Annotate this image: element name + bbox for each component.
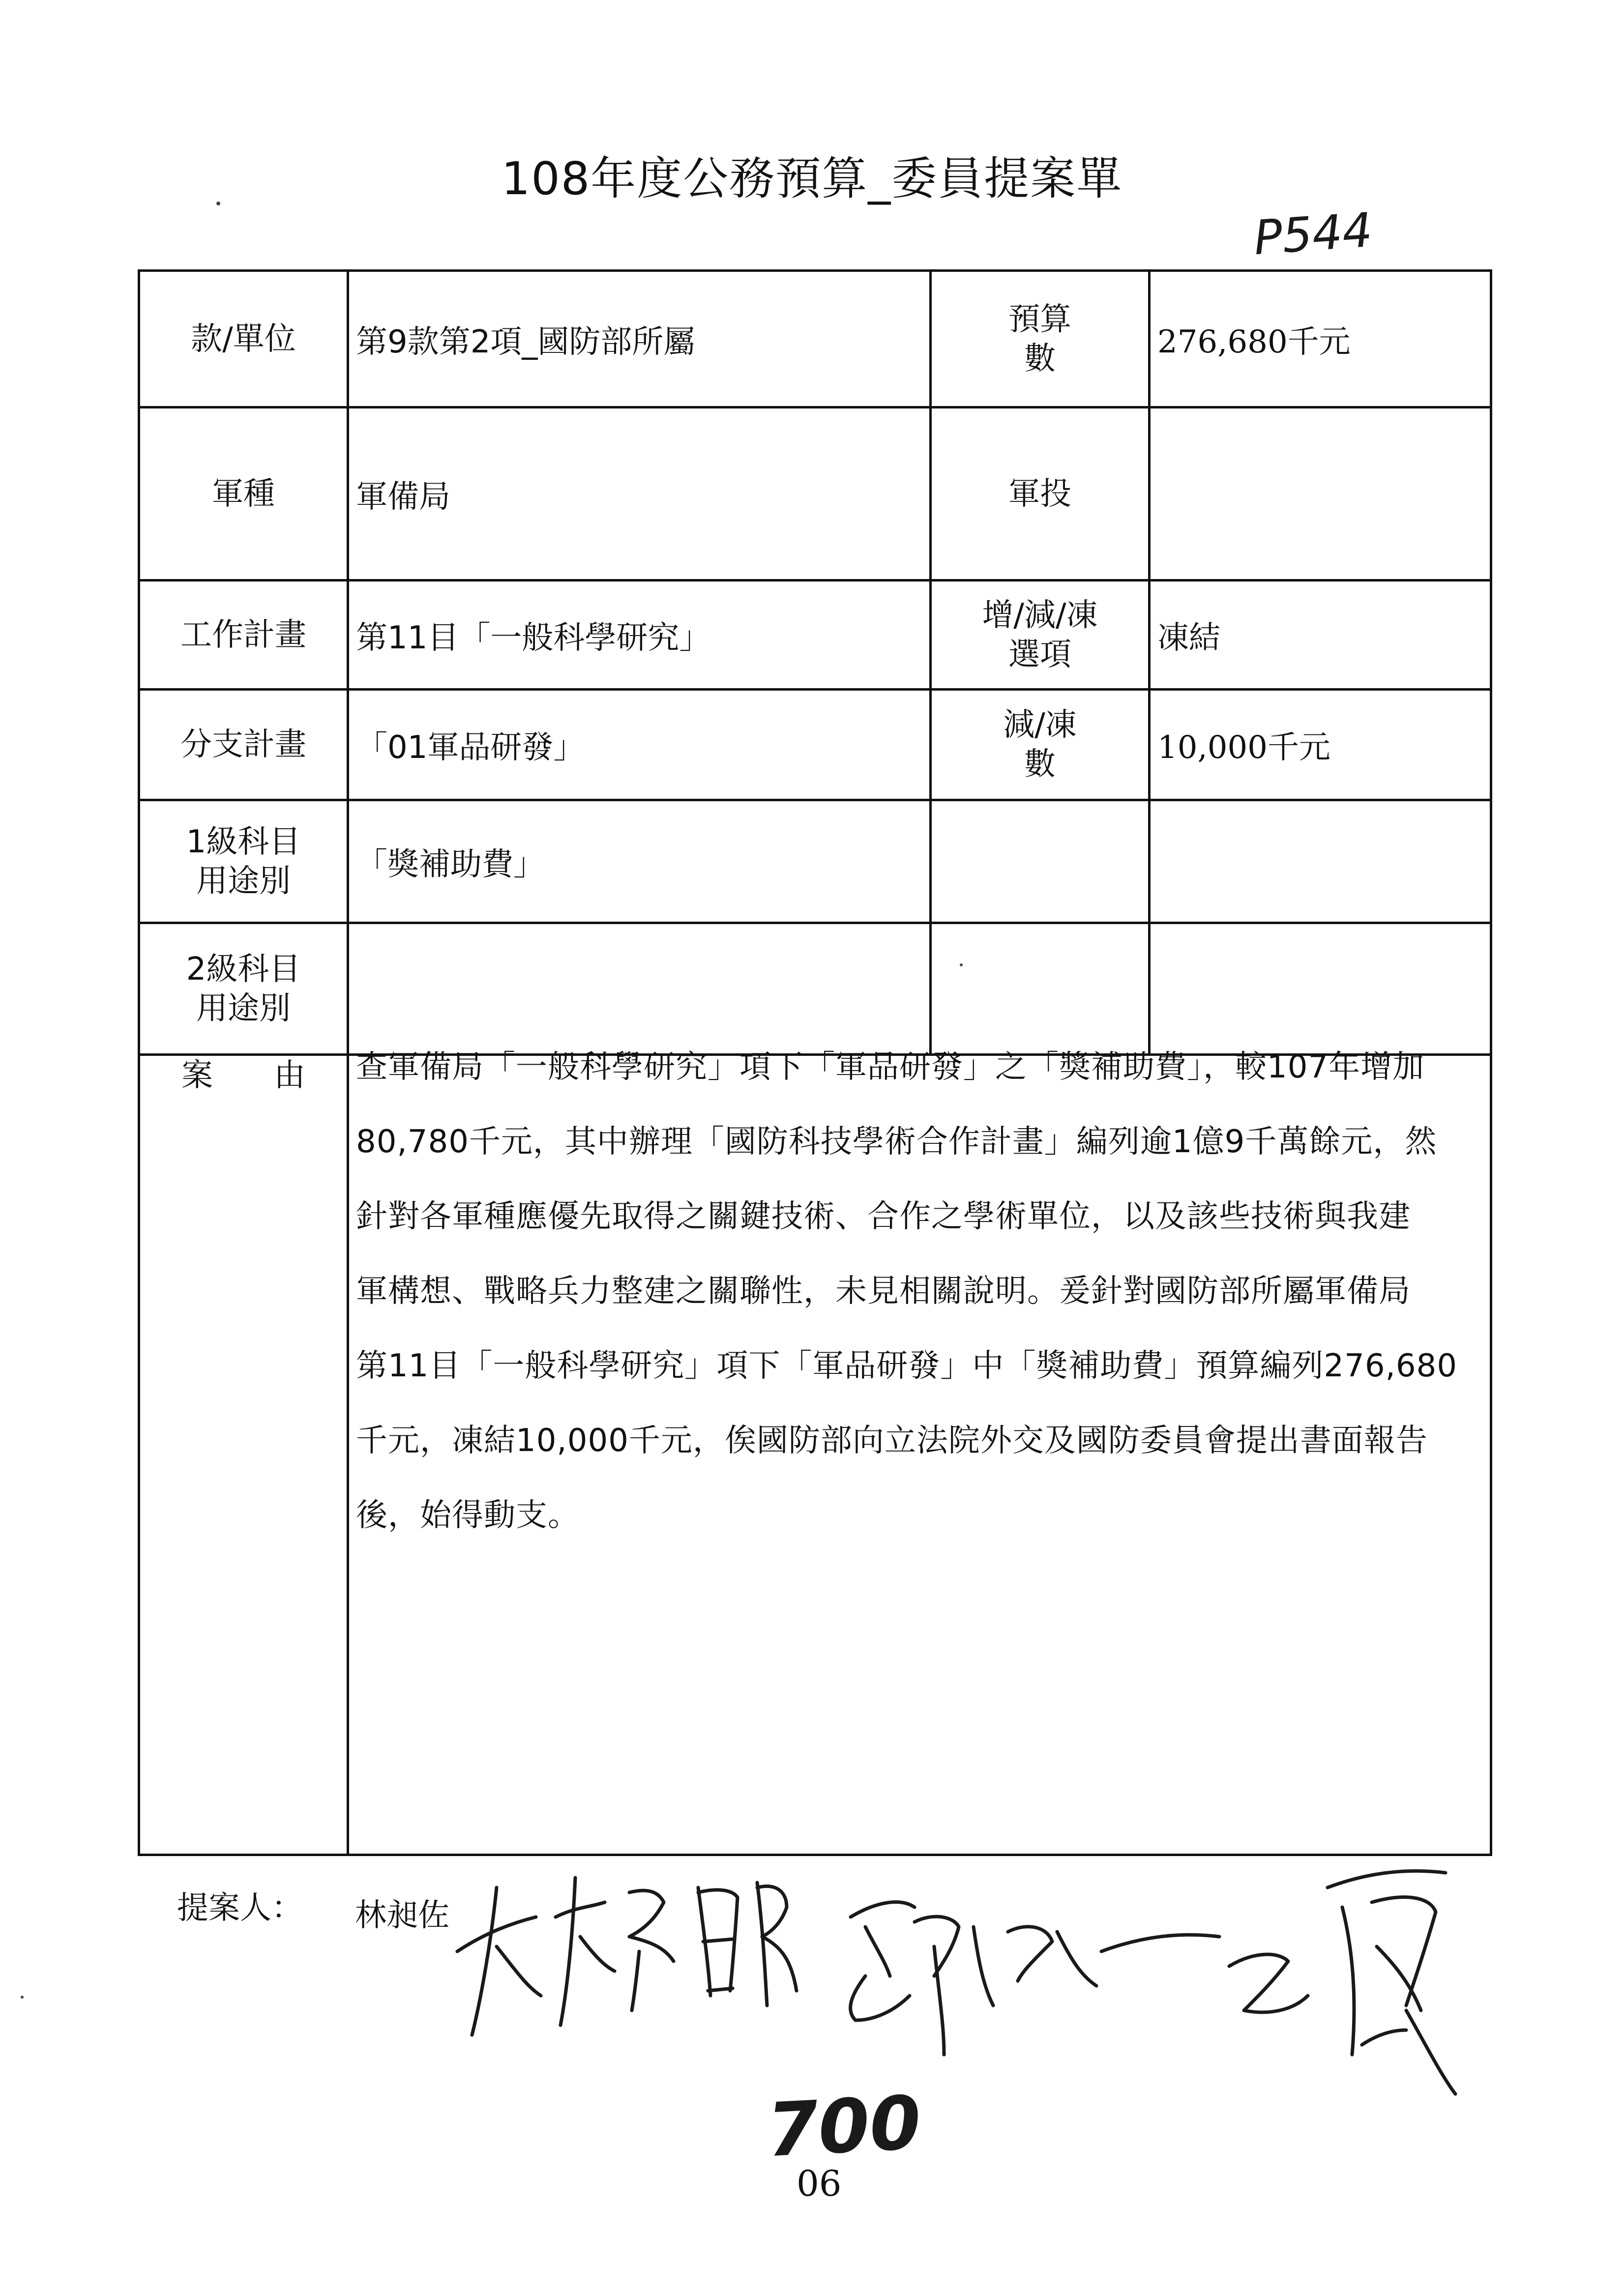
page-number: 06 <box>797 2163 842 2204</box>
row-plan <box>139 581 1491 690</box>
unit-label: 款/單位 <box>139 271 348 407</box>
budget-amount-value: 276,680千元 <box>1150 271 1491 407</box>
budget-amount-label: 預算 數 <box>931 271 1150 407</box>
scan-speck <box>960 963 963 966</box>
level1-value: 「獎補助費」 <box>348 800 931 923</box>
row-sub-plan <box>139 690 1491 800</box>
reason-label <box>139 1055 348 1855</box>
handwritten-signatures <box>443 1848 1475 2123</box>
reason-line-7: 後，始得動支。 <box>356 1497 580 1534</box>
service-label: 軍種 <box>139 407 348 581</box>
work-plan-value: 第11目「一般科學研究」 <box>348 581 931 690</box>
level1-label: 1級科目 用途別 <box>139 800 348 923</box>
reason-line-4: 軍構想、戰略兵力整建之關聯性，未見相關說明。爰針對國防部所屬軍備局 <box>356 1273 1411 1309</box>
sub-plan-value: 「01軍品研發」 <box>348 690 931 800</box>
row-unit <box>139 271 1491 407</box>
reason-line-3: 針對各軍種應優先取得之關鍵技術、合作之學術單位，以及該些技術與我建 <box>356 1198 1411 1235</box>
reason-label-a: 案 <box>181 1057 213 1094</box>
row-level1 <box>139 800 1491 923</box>
handwritten-page-code: P544 <box>1252 202 1374 266</box>
reason-label-b: 由 <box>274 1057 305 1094</box>
military-investment-value <box>1150 407 1491 581</box>
reason-line-2: 80,780千元，其中辦理「國防科技學術合作計畫」編列逾1億9千萬餘元，然 <box>356 1124 1437 1160</box>
handwritten-number: 700 <box>765 2080 923 2174</box>
military-investment-label: 軍投 <box>931 407 1150 581</box>
row-reason <box>139 1055 1491 1855</box>
sub-plan-label: 分支計畫 <box>139 690 348 800</box>
reduction-amount-label: 減/凍 數 <box>931 690 1150 800</box>
action-option-label: 增/減/凍 選項 <box>931 581 1150 690</box>
level1-empty-cell-a <box>931 800 1150 923</box>
page-title: 108年度公務預算_委員提案單 <box>501 152 1123 205</box>
reason-line-1: 查軍備局「一般科學研究」項下「軍品研發」之「獎補助費」，較107年增加 <box>356 1049 1425 1085</box>
proposer-name: 林昶佐 <box>355 1897 449 1934</box>
level2-label: 2級科目 用途別 <box>139 923 348 1055</box>
unit-value: 第9款第2項_國防部所屬 <box>348 271 931 407</box>
level1-empty-cell-b <box>1150 800 1491 923</box>
row-service <box>139 407 1491 581</box>
scan-speck <box>216 202 220 205</box>
reason-text <box>348 1049 1491 1855</box>
action-option-value: 凍結 <box>1150 581 1491 690</box>
reason-line-6: 千元，凍結10,000千元，俟國防部向立法院外交及國防委員會提出書面報告 <box>356 1423 1428 1459</box>
reason-line-5: 第11目「一般科學研究」項下「軍品研發」中「獎補助費」預算編列276,680 <box>356 1348 1458 1384</box>
reduction-amount-value: 10,000千元 <box>1150 690 1491 800</box>
proposer-label: 提案人： <box>177 1890 303 1926</box>
work-plan-label: 工作計畫 <box>139 581 348 690</box>
scan-speck <box>21 1996 24 1999</box>
service-value: 軍備局 <box>348 407 931 581</box>
proposal-form-table <box>138 269 1492 1856</box>
